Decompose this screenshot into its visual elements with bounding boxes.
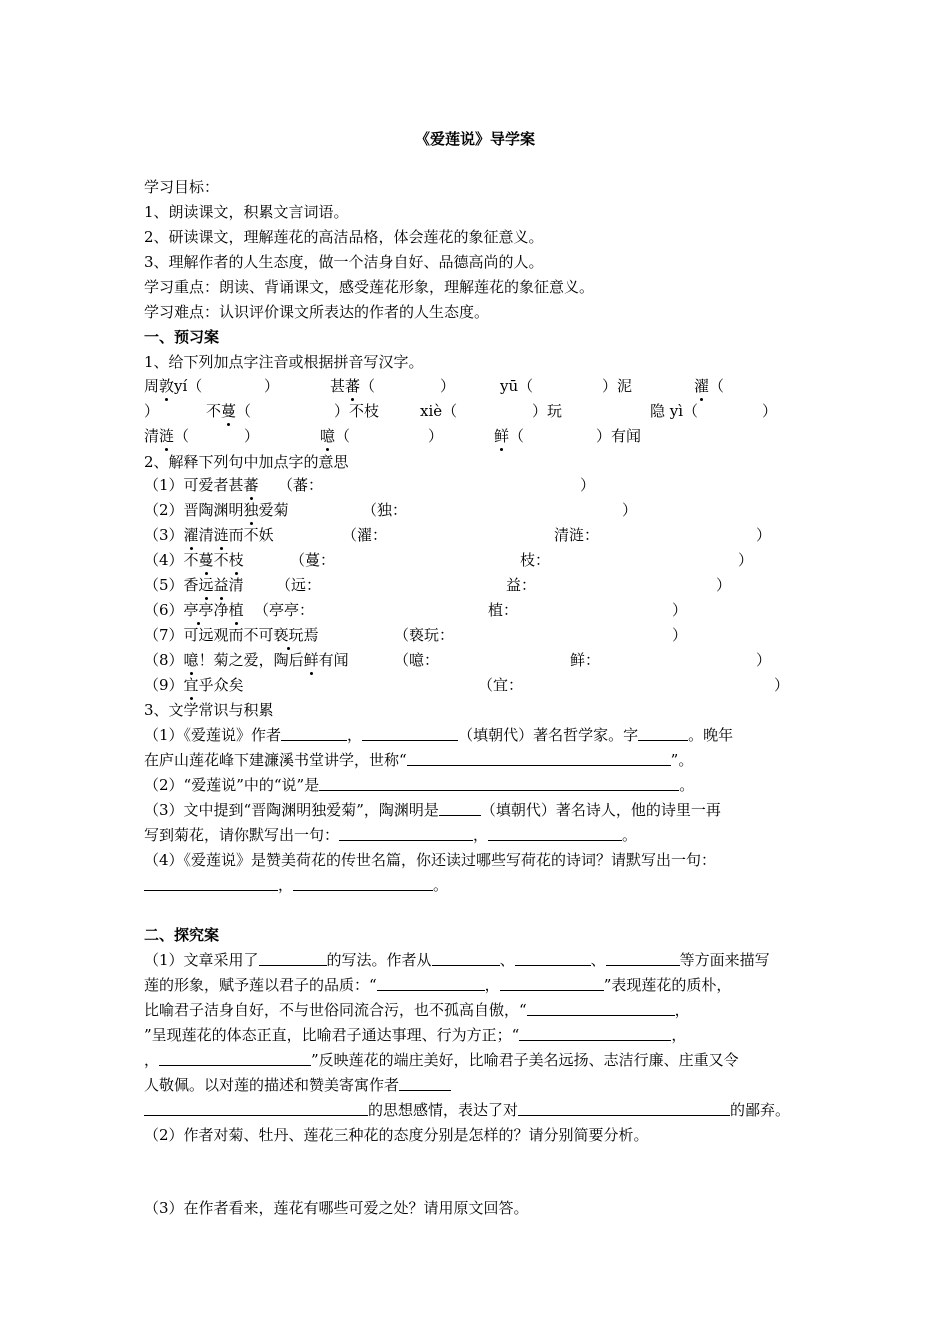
q3-line-1 (144, 726, 733, 744)
text: （填朝代）著名诗人，他的诗里一再 (480, 801, 721, 819)
text: 的鄙弃。 (730, 1101, 791, 1119)
text: ， (144, 1051, 160, 1069)
explore-p1-line-1 (144, 951, 770, 969)
text: （ (335, 427, 351, 445)
answer-blank[interactable] (515, 951, 591, 966)
text: ”表现莲花的质朴， (603, 976, 732, 994)
objective-2: 2、研读课文，理解莲花的高洁品格，体会莲花的象征意义。 (144, 228, 544, 246)
text: （9） (144, 676, 184, 694)
text: （ (236, 402, 252, 420)
text: 清 (228, 576, 244, 594)
text: ”。 (670, 751, 694, 769)
pinyin-row-2 (144, 402, 804, 422)
text: 枝： (520, 551, 551, 569)
text: 。晚年 (688, 726, 734, 744)
text: ， (674, 1001, 690, 1019)
q2-sentence-5 (144, 576, 804, 596)
text: （ (360, 377, 376, 395)
text: ） (672, 626, 688, 644)
text: ）泥 (602, 377, 633, 395)
preview-heading: 一、预习案 (144, 328, 220, 346)
answer-blank[interactable] (518, 1101, 730, 1116)
explore-q2: （2）作者对菊、牡丹、莲花三种花的态度分别是怎样的？请分别简要分析。 (144, 1126, 649, 1144)
text: 。 (433, 876, 449, 894)
answer-blank[interactable] (144, 1101, 368, 1116)
dotted-char: 宜 (183, 676, 199, 694)
answer-blank[interactable] (488, 826, 622, 841)
text: 的思想感情，表达了对 (368, 1101, 519, 1119)
text: （亭亭： (254, 601, 315, 619)
answer-blank[interactable] (377, 976, 485, 991)
text: ） (774, 676, 790, 694)
text: ） (580, 476, 596, 494)
q2-sentence-9 (144, 676, 804, 696)
dotted-char: 亵玩 (273, 626, 304, 644)
text: ）不枝 (334, 402, 380, 420)
dotted-char: 蔓 (221, 402, 237, 420)
text: 等方面来描写 (679, 951, 770, 969)
text: 净 (213, 601, 229, 619)
answer-blank[interactable] (159, 1051, 311, 1066)
dotted-char: 敦 (159, 377, 175, 395)
q3-line-3 (144, 776, 694, 794)
q2-sentence-7 (144, 626, 804, 646)
text: （2）“爱莲说”中的“说”是 (144, 776, 320, 794)
q2-prompt: 2、解释下列句中加点字的意思 (144, 453, 349, 471)
text: yí（ (174, 377, 203, 395)
q2-sentence-8 (144, 651, 804, 671)
answer-blank[interactable] (519, 1026, 671, 1041)
text: ”呈现莲花的体态正直，比喻君子通达事理、行为方正；“ (144, 1026, 520, 1044)
text: ”反映莲花的端庄美好，比喻君子美名远扬、志洁行廉、庄重又令 (311, 1051, 739, 1069)
dotted-char: 濯 (183, 526, 199, 544)
text: 益： (506, 576, 537, 594)
answer-blank[interactable] (527, 1001, 675, 1016)
text: （1）可爱者甚 (144, 476, 244, 494)
text: （ (509, 427, 525, 445)
dotted-char: 独 (243, 501, 259, 519)
text: 甚 (330, 377, 346, 395)
text: （1）《爱莲说》作者 (144, 726, 282, 744)
text: 焉 (303, 626, 319, 644)
dotted-char: 蕃 (345, 377, 361, 395)
text: ） (762, 402, 778, 420)
difficulty: 学习难点：认识评价课文所表达的作者的人生态度。 (144, 303, 490, 321)
answer-blank[interactable] (293, 876, 433, 891)
text: （填朝代）著名哲学家。字 (458, 726, 639, 744)
q2-sentence-4 (144, 551, 804, 571)
dotted-char: 枝 (228, 551, 244, 569)
text: yū（ (500, 377, 534, 395)
text: （7）可远观而不可 (144, 626, 274, 644)
text: xiè（ (420, 402, 458, 420)
explore-q3: （3）在作者看来，莲花有哪些可爱之处？请用原文回答。 (144, 1199, 529, 1217)
answer-blank[interactable] (319, 776, 679, 791)
text: ） (244, 427, 260, 445)
explore-p1-line-7 (144, 1101, 790, 1119)
text: ， (278, 876, 294, 894)
text: （ (709, 377, 725, 395)
text: ） (264, 377, 280, 395)
text: ） (440, 377, 456, 395)
answer-blank[interactable] (407, 751, 671, 766)
q3-prompt: 3、文学常识与积累 (144, 701, 274, 719)
text: 有闻 (318, 651, 349, 669)
text: （噫： (394, 651, 440, 669)
q2-sentence-3 (144, 526, 804, 546)
answer-blank[interactable] (399, 1076, 451, 1091)
text: （1）文章采用了 (144, 951, 259, 969)
pinyin-row-1 (144, 377, 804, 397)
text: （5）香 (144, 576, 199, 594)
text: 隐 yì（ (650, 402, 699, 420)
page-title: 《爱莲说》导学案 (414, 130, 535, 148)
q2-sentence-6 (144, 601, 804, 621)
text: 人敬佩。以对莲的描述和赞美寄寓作者 (144, 1076, 400, 1094)
text: （3） (144, 526, 184, 544)
dotted-char: 噫 (320, 427, 336, 445)
text: （亵玩： (394, 626, 455, 644)
text: ， (484, 976, 500, 994)
text: 莲的形象，赋予莲以君子的品质：“ (144, 976, 377, 994)
explore-p1-line-6 (144, 1076, 451, 1094)
text: （独： (362, 501, 408, 519)
text: 植： (488, 601, 519, 619)
text: 清涟： (554, 526, 600, 544)
dotted-char: 涟 (213, 526, 229, 544)
dotted-char: 蔓 (198, 551, 214, 569)
dotted-char: 蕃 (243, 476, 259, 494)
text: （蔓： (290, 551, 336, 569)
explore-p1-line-4 (144, 1026, 686, 1044)
text: （3）文中提到“晋陶渊明独爱菊”，陶渊明是 (144, 801, 439, 819)
dotted-char: 益 (213, 576, 229, 594)
q2-sentence-1 (144, 476, 804, 496)
pinyin-row-3 (144, 427, 804, 447)
text: ） (756, 526, 772, 544)
objective-1: 1、朗读课文，积累文言词语。 (144, 203, 349, 221)
q3-line-6: （4）《爱莲说》是赞美荷花的传世名篇，你还读过哪些写荷花的诗词？请默写出一句： (144, 851, 717, 869)
text: 比喻君子洁身自好，不与世俗同流合污，也不孤高自傲，“ (144, 1001, 527, 1019)
q3-line-5 (144, 826, 637, 844)
answer-blank[interactable] (638, 726, 688, 741)
q3-line-2 (144, 751, 693, 769)
text: （宜： (478, 676, 524, 694)
answer-blank[interactable] (432, 951, 500, 966)
text: 乎众矣 (198, 676, 244, 694)
text: 、 (499, 951, 515, 969)
text: 在庐山莲花峰下建濂溪书堂讲学，世称“ (144, 751, 407, 769)
text: （2）晋陶渊明 (144, 501, 244, 519)
key-points: 学习重点：朗读、背诵课文，感受莲花形象，理解莲花的象征意义。 (144, 278, 595, 296)
text: ） (716, 576, 732, 594)
objective-3: 3、理解作者的人生态度，做一个洁身自好、品德高尚的人。 (144, 253, 544, 271)
text: 。 (622, 826, 638, 844)
text: （远： (276, 576, 322, 594)
q3-line-4 (144, 801, 721, 819)
explore-p1-line-3 (144, 1001, 690, 1019)
text: （蕃： (278, 476, 324, 494)
answer-blank[interactable] (606, 951, 680, 966)
text: ， (347, 726, 363, 744)
dotted-char: 鲜 (303, 651, 319, 669)
dotted-char: 植 (228, 601, 244, 619)
text: （ (174, 427, 190, 445)
text: ） (622, 501, 638, 519)
dotted-char: 濯 (694, 377, 710, 395)
explore-p1-line-2 (144, 976, 731, 994)
text: ） (428, 427, 444, 445)
objectives-heading: 学习目标： (144, 178, 220, 196)
dotted-char: 涟 (159, 427, 175, 445)
text: 不 (206, 402, 222, 420)
text: ） (144, 402, 160, 420)
q3-line-7 (144, 876, 448, 894)
answer-blank[interactable] (281, 726, 347, 741)
dotted-char: 远 (198, 576, 214, 594)
text: （4）不 (144, 551, 199, 569)
q2-sentence-2 (144, 501, 804, 521)
text: 写到菊花，请你默写出一句： (144, 826, 340, 844)
text: 不 (213, 551, 229, 569)
text: （濯： (342, 526, 388, 544)
text: 周 (144, 377, 160, 395)
answer-blank[interactable] (362, 726, 458, 741)
text: ） (672, 601, 688, 619)
answer-blank[interactable] (439, 801, 481, 816)
explore-heading: 二、探究案 (144, 926, 220, 944)
dotted-char: 亭亭 (183, 601, 214, 619)
text: ） (756, 651, 772, 669)
answer-blank[interactable] (500, 976, 604, 991)
text: 的写法。作者从 (326, 951, 432, 969)
text: 、 (590, 951, 606, 969)
text: （8） (144, 651, 184, 669)
text: 。 (679, 776, 695, 794)
text: ）有闻 (596, 427, 642, 445)
dotted-char: 噫 (183, 651, 199, 669)
dotted-char: 鲜 (494, 427, 510, 445)
text: 而不妖 (228, 526, 274, 544)
answer-blank[interactable] (144, 876, 278, 891)
text: ！菊之爱，陶后 (198, 651, 304, 669)
text: ） (738, 551, 754, 569)
text: 鲜： (570, 651, 601, 669)
text: （6） (144, 601, 184, 619)
text: ， (671, 1026, 687, 1044)
text: ）玩 (532, 402, 563, 420)
text: 清 (144, 427, 160, 445)
q1-prompt: 1、给下列加点字注音或根据拼音写汉字。 (144, 353, 424, 371)
text: ， (473, 826, 489, 844)
answer-blank[interactable] (339, 826, 473, 841)
explore-p1-line-5 (144, 1051, 739, 1069)
answer-blank[interactable] (259, 951, 327, 966)
text: 清 (198, 526, 214, 544)
text: 爱菊 (258, 501, 289, 519)
